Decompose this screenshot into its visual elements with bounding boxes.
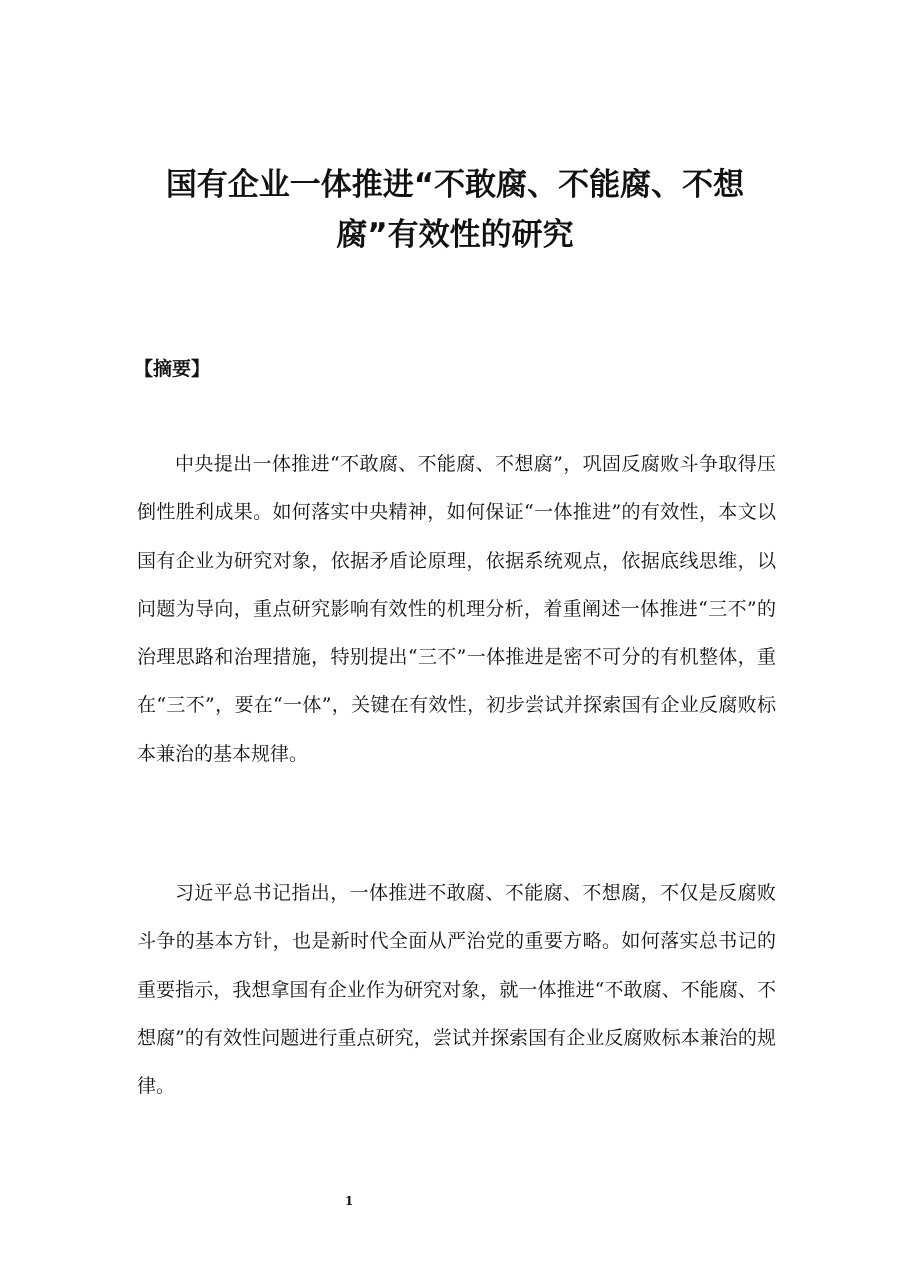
abstract-heading: 【摘要】 <box>134 358 211 380</box>
abstract-paragraph: 中央提出一体推进“不敢腐、不能腐、不想腐”，巩固反腐败斗争取得压倒性胜利成果。如何落实中央精神，如何保证“一体推进”的有效性，本文以国有企业为研究对象，依据矛盾论原理，依据系统观点，依据底线思维，以问题为导向，重点研究影响有效性的机理分析，着重阐述一体推进“三不”的治理思路和治理措施，特别提出“三不”一体推进是密不可分的有机整体，重在“三不”，要在“一体”，关键在有效性，初步尝试并探索国有企业反腐败标本兼治的基本规律。 <box>137 453 776 765</box>
page-number: 1 <box>344 1194 354 1208</box>
document-title: 国有企业一体推进“不敢腐、不能腐、不想腐”有效性的研究 <box>165 167 745 253</box>
body-paragraph: 习近平总书记指出，一体推进不敢腐、不能腐、不想腐，不仅是反腐败斗争的基本方针，也是新时代全面从严治党的重要方略。如何落实总书记的重要指示，我想拿国有企业作为研究对象，就一体推进“不敢腐、不能腐、不想腐”的有效性问题进行重点研究，尝试并探索国有企业反腐败标本兼治的规律。 <box>137 882 776 1098</box>
